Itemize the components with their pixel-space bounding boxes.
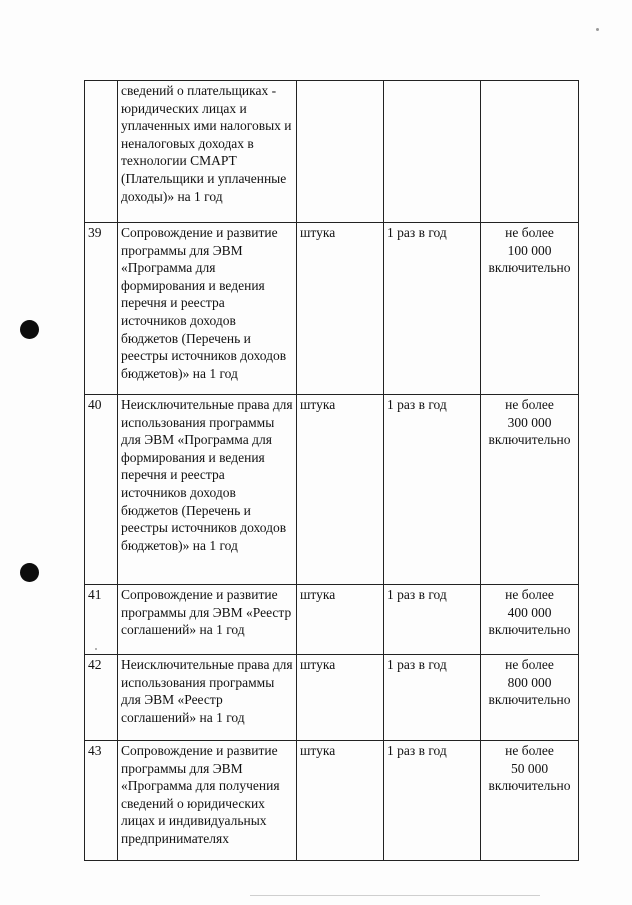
quantity-prefix: не более [505,587,554,602]
frequency-cell [384,81,481,223]
scan-speck [596,28,599,31]
quantity-value: 50 000 [510,760,549,776]
table-row [85,741,579,861]
frequency-cell: 1 раз в год [384,223,481,395]
item-name: Сопровождение и развитие программы для ЭВМ «Программа для получения сведений о юридических лицах и индивидуальных предпринимателях [118,741,297,861]
row-number: 43 [85,741,118,861]
punch-hole-lower [20,563,39,582]
frequency-cell: 1 раз в год [384,395,481,585]
table-row [85,223,579,395]
unit-cell: штука [297,655,384,741]
quantity-suffix: включительно [488,692,571,708]
row-number: 41 [85,585,118,655]
quantity-prefix: не более [505,657,554,672]
quantity-cell [481,81,579,223]
scan-artifact-line [250,895,540,896]
item-name: Сопровождение и развитие программы для ЭВМ «Реестр соглашений» на 1 год [118,585,297,655]
row-number: 40 [85,395,118,585]
quantity-suffix: включительно [488,260,571,276]
unit-cell: штука [297,585,384,655]
quantity-cell [481,223,579,395]
row-number: 39 [85,223,118,395]
quantity-cell [481,655,579,741]
table-row [85,655,579,741]
item-name: Неисключительные права для использования программы для ЭВМ «Реестр соглашений» на 1 год [118,655,297,741]
row-number: 42 [85,655,118,741]
quantity-value: 100 000 [507,242,552,258]
item-name: Сопровождение и развитие программы для ЭВМ «Программа для формирования и ведения перечня и реестра источников доходов бюджетов (Перечень и реестры источников доходов бюджетов)» на 1 год [118,223,297,395]
frequency-cell: 1 раз в год [384,655,481,741]
quantity-cell [481,741,579,861]
unit-cell: штука [297,741,384,861]
quantity-value: 800 000 [507,674,552,690]
quantity-cell [481,585,579,655]
punch-hole-upper [20,320,39,339]
quantity-cell [481,395,579,585]
row-number [85,81,118,223]
table-row [85,395,579,585]
spec-table [84,80,579,861]
unit-cell [297,81,384,223]
item-name: Неисключительные права для использования программы для ЭВМ «Программа для формирования и ведения перечня и реестра источников доходов бюджетов (Перечень и реестры источников доходов бюджетов)» на 1 год [118,395,297,585]
item-name: сведений о плательщиках - юридических лицах и уплаченных ими налоговых и неналоговых доходах в технологии СМАРТ (Плательщики и уплаченные доходы)» на 1 год [118,81,297,223]
quantity-prefix: не более [505,743,554,758]
quantity-prefix: не более [505,225,554,240]
unit-cell: штука [297,223,384,395]
quantity-prefix: не более [505,397,554,412]
quantity-suffix: включительно [488,622,571,638]
table-row [85,585,579,655]
frequency-cell: 1 раз в год [384,741,481,861]
quantity-suffix: включительно [488,432,571,448]
unit-cell: штука [297,395,384,585]
quantity-value: 400 000 [507,604,552,620]
table-row [85,81,579,223]
quantity-suffix: включительно [488,778,571,794]
quantity-value: 300 000 [507,414,552,430]
frequency-cell: 1 раз в год [384,585,481,655]
